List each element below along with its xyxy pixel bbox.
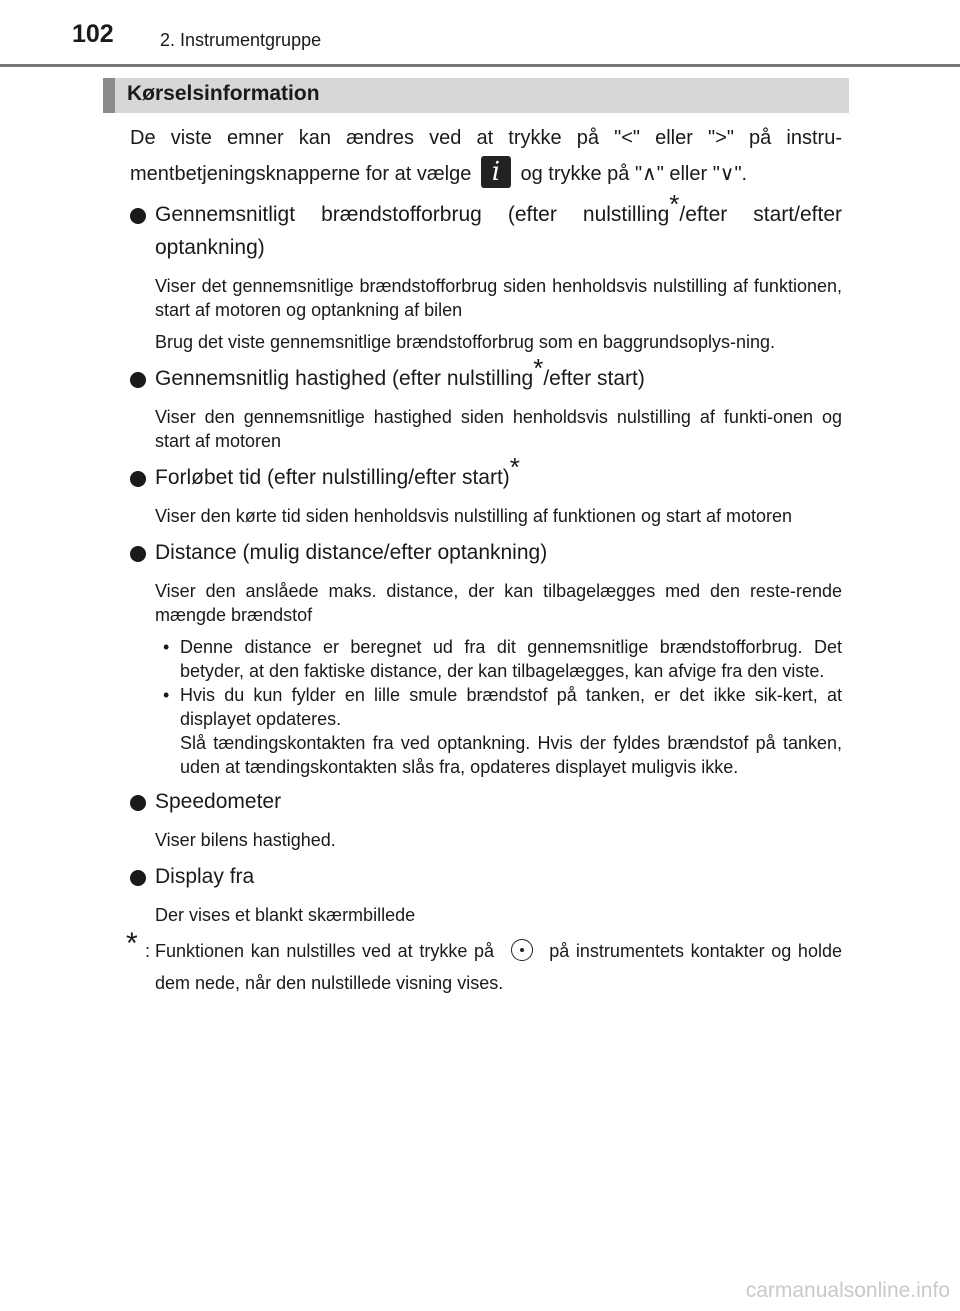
section-accent [103,78,115,113]
item-title: Display fra [155,865,255,888]
select-button-icon [511,939,533,961]
watermark: carmanualsonline.info [745,1279,950,1302]
footnote-text-2: på instrumentets kontakter og holde dem nede, når den nulstillede visning vises. [155,941,842,993]
intro-text-1: De viste emner kan ændres ved at trykke på "<" eller ">" på instru-mentbetjeningsknapperne for at vælge [130,127,842,185]
bullet-icon [130,546,146,562]
intro-paragraph [130,120,842,192]
item-list [130,189,842,927]
bullet-icon [130,471,146,487]
item-heading [130,860,842,893]
item-description [130,504,842,528]
item-description [130,274,842,354]
list-item [130,189,842,354]
item-title: Distance (mulig distance/efter optankning) [155,541,548,564]
description-paragraph: Viser bilens hastighed. [155,830,336,850]
footnote [126,927,842,999]
page-number: 102 [72,20,114,48]
item-heading [130,452,842,494]
description-paragraph: Der vises et blankt skærmbillede [155,905,416,925]
item-description [130,579,842,779]
list-item [130,536,842,779]
footnote-marker: * [669,189,680,219]
item-heading [130,785,842,818]
description-paragraph: Viser den anslåede maks. distance, der kan tilbagelægges med den reste-rende mængde brændstof [155,581,842,625]
footnote-text-1: Funktionen kan nulstilles ved at trykke på [155,941,494,961]
info-icon: i [481,156,511,188]
footnote-star: * [126,927,138,960]
footnote-colon: : [145,941,151,961]
section-title: Kørselsinformation [127,82,320,105]
item-heading [130,189,842,264]
chapter-title: 2. Instrumentgruppe [160,30,322,50]
sub-bullet-text: Hvis du kun fylder en lille smule brændstof på tanken, er det ikke sik-kert, at displayet opdateres. Slå tændingskontakten fra ved optankning. Hvis der fyldes brændstof på tanken, uden at tændingskontakten slås fra, opdateres displayet muligvis ikke. [180,685,842,777]
item-description [130,828,842,852]
page-content [126,120,842,999]
intro-text-2: og trykke på "∧" eller "∨". [520,163,748,185]
footnote-marker: * [509,452,520,482]
item-description [130,903,842,927]
item-description [130,405,842,453]
item-title-rest: /efter start/efter optankning) [155,203,842,259]
bullet-icon [130,372,146,388]
item-heading [130,536,842,569]
description-paragraph: Viser den kørte tid siden henholdsvis nulstilling af funktionen og start af motoren [155,506,793,526]
item-heading [130,353,842,395]
sub-bullet-list [155,635,842,779]
sub-bullet-text: Denne distance er beregnet ud fra dit gennemsnitlige brændstofforbrug. Det betyder, at den faktiske distance, der kan tilbagelægges, kan afvige fra den viste. [180,637,842,681]
header-divider [0,64,960,67]
bullet-icon [130,208,146,224]
bullet-icon [130,870,146,886]
bullet-icon [130,795,146,811]
list-item [130,785,842,852]
description-paragraph: Viser det gennemsnitlige brændstofforbrug siden henholdsvis nulstilling af funktionen, start af motoren og optankning af bilen [155,276,842,320]
bullet-icon: • [163,637,170,657]
bullet-icon: • [163,685,170,705]
section-header [103,78,849,113]
description-paragraph: Viser den gennemsnitlige hastighed siden henholdsvis nulstilling af funkti-onen og start af motoren [155,407,842,451]
item-title: Gennemsnitligt brændstofforbrug (efter nulstilling [155,203,670,226]
list-item [130,353,842,453]
footnote-marker: * [533,353,544,383]
sub-bullet-item [155,635,842,683]
sub-bullet-item [155,683,842,779]
item-title-rest: /efter start) [543,367,645,390]
item-title: Forløbet tid (efter nulstilling/efter start) [155,466,510,489]
list-item [130,452,842,528]
item-title: Gennemsnitlig hastighed (efter nulstilling [155,367,534,390]
description-paragraph: Brug det viste gennemsnitlige brændstofforbrug som en baggrundsoplys-ning. [155,332,776,352]
item-title: Speedometer [155,790,282,813]
list-item [130,860,842,927]
